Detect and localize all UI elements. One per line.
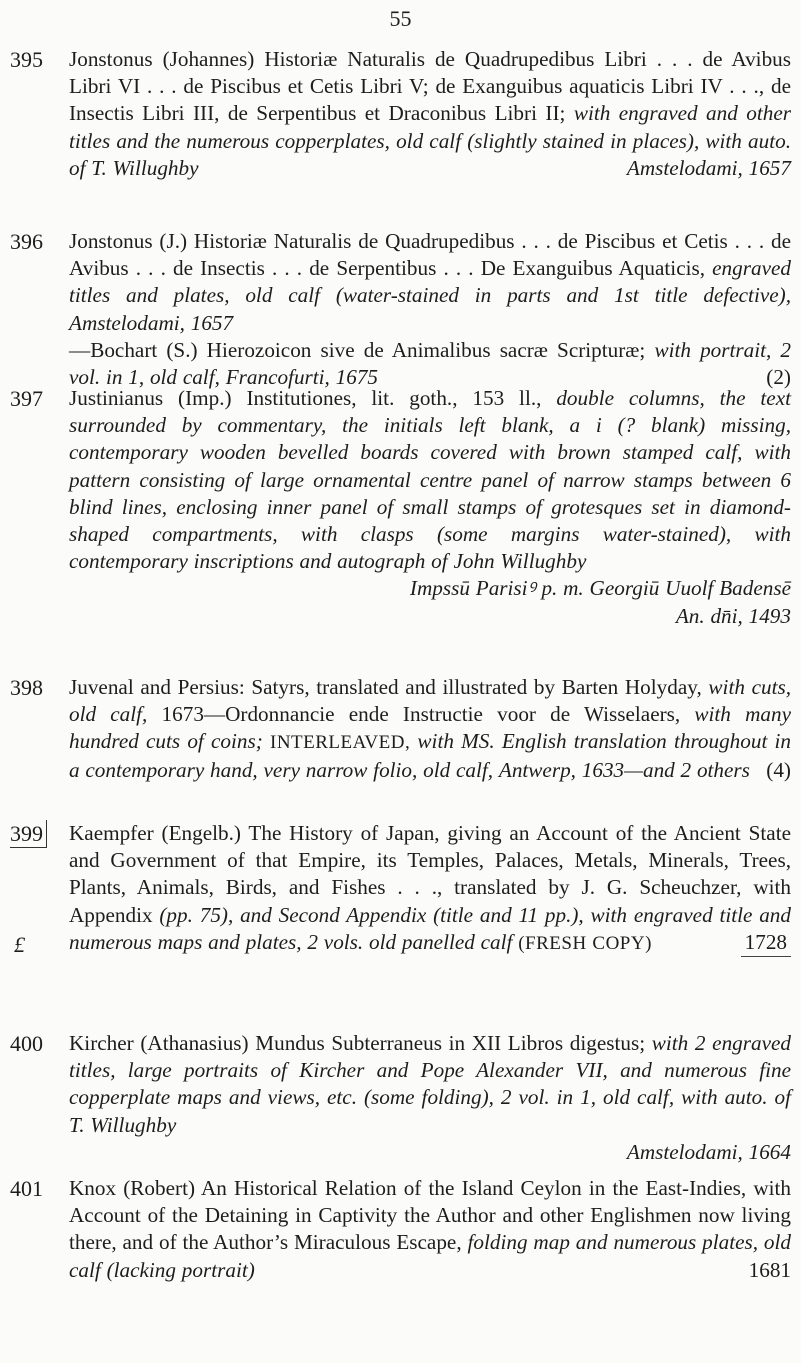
interleaved-note: INTERLEAVED, — [270, 732, 411, 754]
entry-title: Knox (Robert) An Historical Relation of the Island Ceylon in the East-Indies, with Account of the Detaining in Captivity the Author and other Englishmen now living there, and of the Author’s Miraculous Escape, — [69, 1176, 791, 1255]
lot-number: 396 — [10, 229, 43, 254]
lot-number: 395 — [10, 47, 43, 72]
entry-imprint: An. dn̄i, 1493 — [675, 603, 791, 628]
entry-description: double columns, the text surrounded by commentary, the initials left blank, a i (? blank) missing, contemporary wooden bevelled boards covered with brown stamped calf, with pattern consisting of large ornamental centre panel of narrow stamps between 6 blind lines, enclosing inner panel of small stamps of grotesques set in diamond-shaped compartments, with clasps (some margins water-stained), with contemporary inscriptions and autograph of John Willughby — [69, 386, 792, 574]
entry-text — [69, 820, 791, 957]
lot-number: 400 — [10, 1031, 43, 1056]
entry-description-second: with portrait, 2 vol. in 1, old calf, — [69, 337, 792, 390]
item-count: (4) — [766, 757, 791, 782]
page-number: 55 — [389, 6, 412, 31]
condition-note: (FRESH COPY) — [518, 932, 652, 954]
entry-imprint: Amstelodami, 1664 — [626, 1139, 791, 1164]
entry-description: with 2 engraved titles, large portraits of Kircher and Pope Alexander VII, and numerous fine copperplate maps and views, etc. (some folding), 2 vol. in 1, old calf, with auto. of T. Willughby — [69, 1031, 791, 1137]
entry-description-second: with many hundred cuts of coins; — [69, 702, 791, 754]
entry-text — [69, 674, 791, 784]
entry-imprint: 1681 — [748, 1257, 791, 1282]
entry-imprint: Amstelodami, 1657 — [626, 156, 791, 181]
entry-title: Jonstonus (Johannes) Historiæ Naturalis de Quadrupedibus Libri . . . de Avibus Libri VI . . . de Piscibus et Cetis Libri V; de Exanguibus aquaticis Libri IV . . ., de Insectis Libri III, de Serpentibus et Draconibus Libri II; — [69, 47, 791, 126]
entry-title: Juvenal and Persius: Satyrs, translated and illustrated by Barten Holyday, — [69, 675, 702, 699]
entry-description: (pp. 75), and Second Appendix (title and 11 pp.), with engraved title and numerous maps and plates, 2 vols. old panelled calf — [69, 902, 791, 954]
entry-title: Kaempfer (Engelb.) The History of Japan, giving an Account of the Ancient State and Government of that Empire, its Temples, Palaces, Metals, Minerals, Trees, Plants, Animals, Birds, and Fishes . . ., translated by J. G. Scheuchzer, with Appendix — [69, 821, 791, 927]
entry-description: with engraved and other titles and the numerous copperplates, old calf (slightly stained in places), with auto. of T. Willughby — [69, 101, 791, 180]
entry-text — [69, 1175, 791, 1284]
item-count: (2) — [766, 365, 791, 390]
lot-number: 397 — [10, 386, 43, 411]
lot-number: 399 — [10, 820, 47, 848]
entry-description-third: with MS. English translation throughout in a contemporary hand, very narrow folio, old calf, — [69, 729, 792, 782]
entry-title-second: —Bochart (S.) Hierozoicon sive de Animalibus sacræ Scripturæ; — [69, 337, 646, 362]
entry-description: folding map and numerous plates, old calf (lacking portrait) — [69, 1230, 791, 1282]
entry-title: Justinianus (Imp.) Institutiones, lit. goth., 153 ll., — [69, 386, 542, 410]
lot-number: 398 — [10, 675, 43, 700]
entry-imprint: 1728 — [741, 929, 791, 957]
entry-imprint: Antwerp, 1633—and 2 others — [498, 757, 750, 782]
entry-colophon: Impssū Parisiꝰ p. m. Georgiū Uuolf Badensē — [409, 576, 791, 601]
entry-title: Jonstonus (J.) Historiæ Naturalis de Quadrupedibus . . . de Piscibus et Cetis . . . de Avibus . . . de Insectis . . . de Serpentibus . . . De Exanguibus Aquaticis, — [69, 229, 791, 281]
margin-pound-mark: £ — [14, 932, 25, 957]
entry-text — [69, 46, 791, 182]
entry-imprint: Amstelodami, 1657 — [69, 310, 234, 335]
entry-text — [69, 385, 791, 630]
entry-text — [69, 1030, 791, 1166]
entry-text — [69, 228, 791, 391]
entry-imprint-second: Francofurti, 1675 — [225, 365, 379, 390]
entry-title-second: 1673—Ordonnancie ende Instructie voor de Wisselaers, — [161, 702, 681, 727]
entry-description: with cuts, old calf, — [69, 675, 791, 727]
lot-number: 401 — [10, 1176, 43, 1201]
entry-title: Kircher (Athanasius) Mundus Subterraneus in XII Libros digestus; — [69, 1031, 646, 1055]
entry-description: engraved titles and plates, old calf (water-stained in parts and 1st title defective), — [69, 256, 791, 308]
